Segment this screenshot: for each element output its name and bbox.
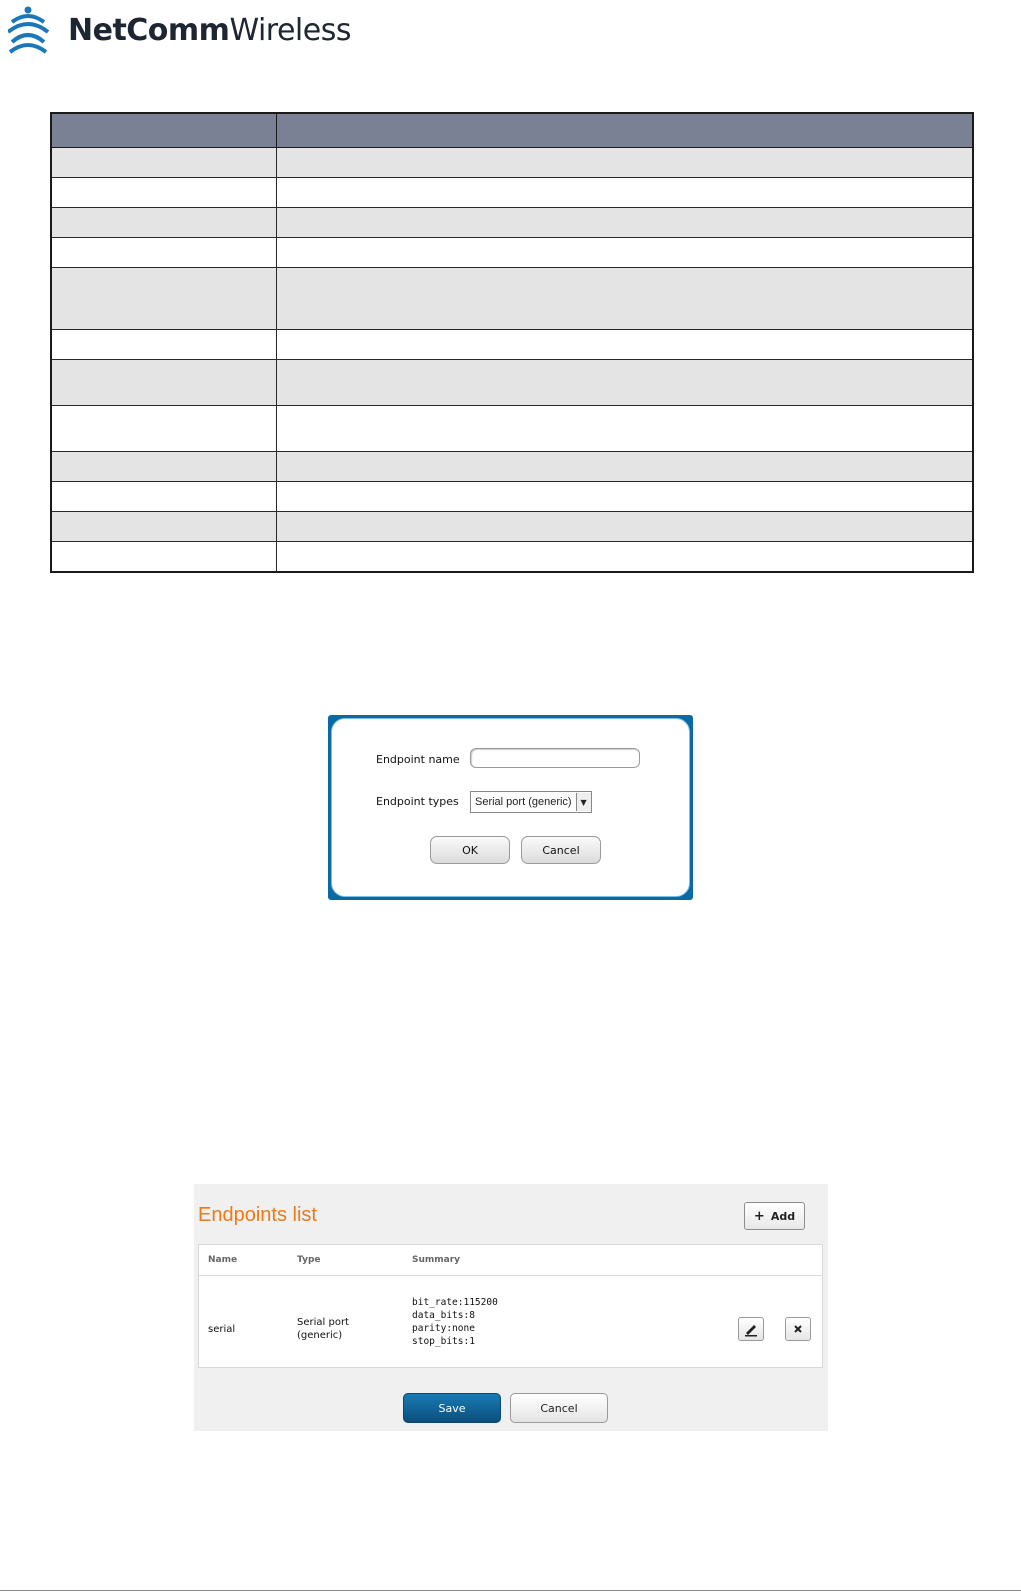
table-row <box>51 148 973 178</box>
netcomm-logo <box>8 4 351 56</box>
summary-line: bit_rate:115200 <box>412 1297 498 1308</box>
endpoint-type-line: Serial port <box>297 1317 349 1328</box>
table-row <box>51 178 973 208</box>
delete-button[interactable] <box>785 1317 811 1341</box>
endpoint-name-input[interactable] <box>470 748 640 768</box>
table-row <box>51 482 973 512</box>
brand-name-regular: Wireless <box>229 12 351 48</box>
endpoint-type-line: (generic) <box>297 1330 343 1341</box>
add-button-label: Add <box>770 1209 796 1223</box>
brand-name <box>68 13 351 48</box>
endpoints-list-panel <box>194 1184 828 1431</box>
edit-button[interactable] <box>738 1317 764 1341</box>
table-row <box>51 512 973 542</box>
table-row <box>51 360 973 406</box>
chevron-down-icon[interactable]: ▼ <box>576 793 591 811</box>
add-endpoint-dialog <box>331 718 690 897</box>
endpoint-type-cell <box>297 1316 349 1342</box>
add-endpoint-button[interactable] <box>744 1202 805 1230</box>
pencil-icon <box>743 1321 759 1337</box>
wifi-logo-icon <box>8 6 60 54</box>
column-header-summary: Summary <box>412 1255 461 1265</box>
summary-line: data_bits:8 <box>412 1310 475 1321</box>
cancel-button[interactable]: Cancel <box>510 1393 608 1423</box>
endpoints-list-title: Endpoints list <box>198 1204 317 1226</box>
table-row <box>51 452 973 482</box>
close-icon <box>792 1323 804 1335</box>
column-header-name: Name <box>208 1255 238 1265</box>
table-header-cell <box>51 113 276 148</box>
plus-icon: + <box>753 1208 765 1224</box>
table-row <box>51 330 973 360</box>
table-header-cell <box>276 113 973 148</box>
endpoint-types-label: Endpoint types <box>376 795 459 808</box>
summary-line: stop_bits:1 <box>412 1336 475 1347</box>
table-row <box>51 406 973 452</box>
add-endpoint-dialog-frame <box>328 715 693 900</box>
endpoint-name-label: Endpoint name <box>376 753 460 766</box>
table-header-row <box>51 113 973 148</box>
table-row <box>51 208 973 238</box>
endpoints-table <box>198 1244 823 1368</box>
endpoint-summary-cell <box>412 1296 498 1348</box>
settings-table <box>50 112 974 573</box>
endpoint-types-selected-value: Serial port (generic) <box>475 796 572 808</box>
table-row <box>51 542 973 572</box>
save-button[interactable]: Save <box>403 1393 501 1423</box>
table-row <box>51 268 973 330</box>
brand-name-bold: NetComm <box>68 12 230 48</box>
cancel-button[interactable]: Cancel <box>521 836 601 864</box>
ok-button[interactable]: OK <box>430 836 510 864</box>
footer-divider <box>0 1590 1021 1591</box>
endpoint-types-select[interactable] <box>470 791 592 813</box>
endpoint-name-cell: serial <box>208 1324 236 1335</box>
summary-line: parity:none <box>412 1323 475 1334</box>
table-row <box>51 238 973 268</box>
column-header-type: Type <box>297 1255 321 1265</box>
endpoints-table-header <box>199 1245 822 1276</box>
